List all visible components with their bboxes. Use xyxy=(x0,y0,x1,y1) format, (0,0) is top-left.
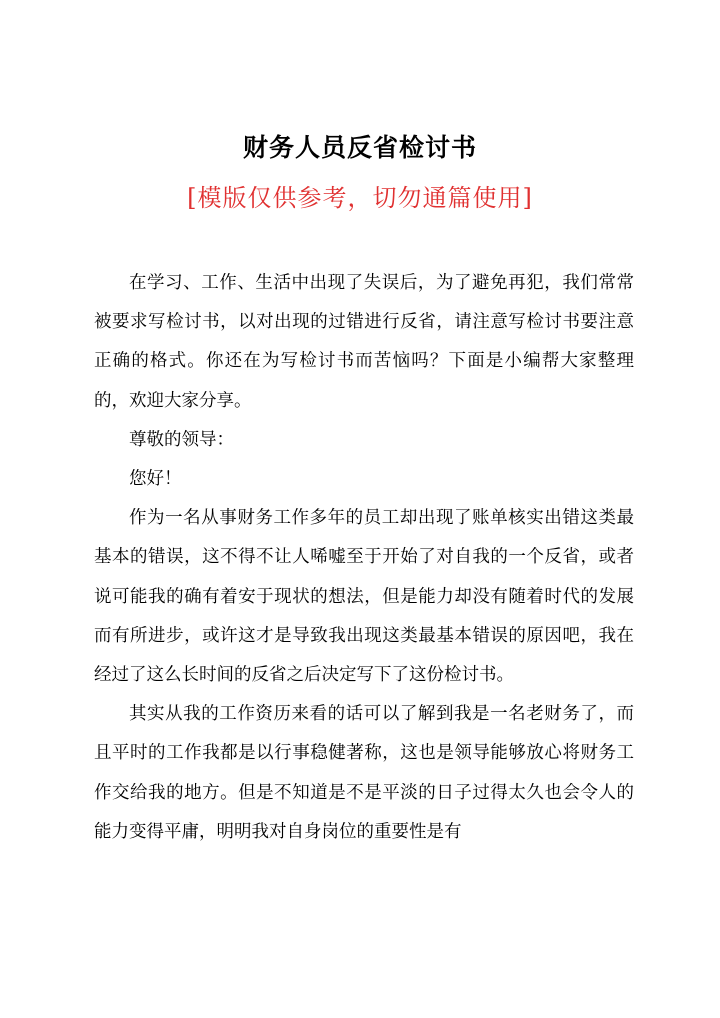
document-title: 财务人员反省检讨书 xyxy=(242,133,477,162)
intro-paragraph: 在学习、工作、生活中出现了失误后，为了避免再犯，我们常常被要求写检讨书，以对出现的过错进行反省，请注意写检讨书要注意正确的格式。你还在为写检讨书而苦恼吗？下面是小编帮大家整理的，欢迎大家分享。 xyxy=(94,273,634,411)
salutation: 尊敬的领导： xyxy=(129,429,234,450)
template-disclaimer: [模版仅供参考，切勿通篇使用] xyxy=(187,184,533,212)
body-paragraph: 其实从我的工作资历来看的话可以了解到我是一名老财务了，而且平时的工作我都是以行事稳健著称，这也是领导能够放心将财务工作交给我的地方。但是不知道是不是平淡的日子过得太久也会令人的能力变得平庸，明明我对自身岗位的重要性是有 xyxy=(94,704,634,842)
greeting: 您好！ xyxy=(129,469,182,490)
body-paragraph: 作为一名从事财务工作多年的员工却出现了账单核实出错这类最基本的错误，这不得不让人唏嘘至于开始了对自我的一个反省，或者说可能我的确有着安于现状的想法，但是能力却没有随着时代的发展而有所进步，或许这才是导致我出现这类最基本错误的原因吧，我在经过了这么长时间的反省之后决定写下了这份检讨书。 xyxy=(94,508,634,686)
document-body xyxy=(94,264,634,852)
